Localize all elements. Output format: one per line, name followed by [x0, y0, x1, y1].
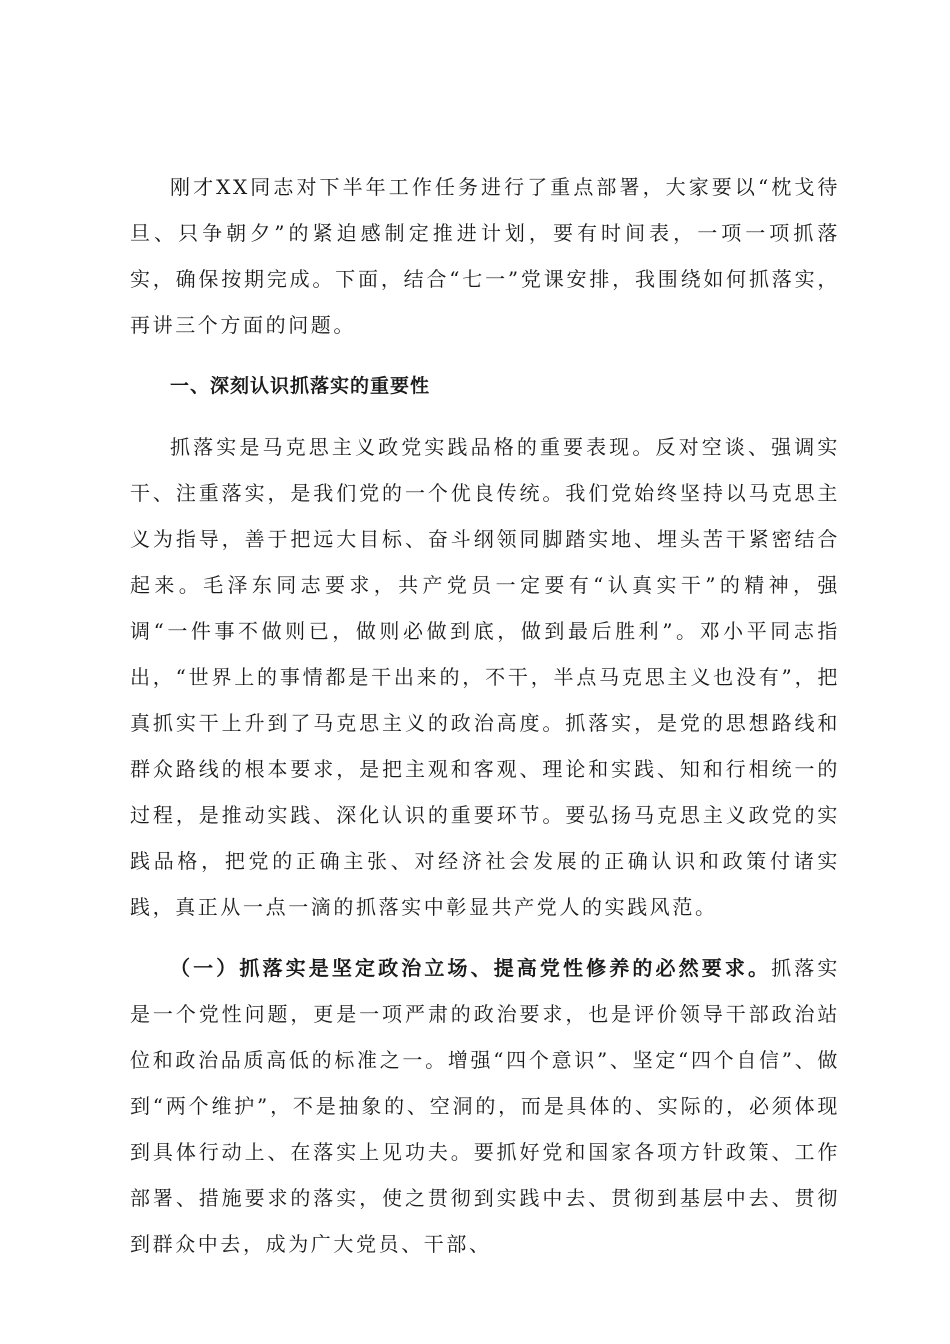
- intro-paragraph: 刚才XX同志对下半年工作任务进行了重点部署，大家要以“枕戈待旦、只争朝夕”的紧迫感制定推进计划，要有时间表，一项一项抓落实，确保按期完成。下面，结合“七一”党课安排，我围绕如何抓落实，再讲三个方面的问题。: [130, 175, 840, 337]
- subsection-1-body: 抓落实是一个党性问题，更是一项严肃的政治要求，也是评价领导干部政治站位和政治品质高低的标准之一。增强“四个意识”、坚定“四个自信”、做到“两个维护”，不是抽象的、空洞的，而是具体的、实际的，必须体现到具体行动上、在落实上见功夫。要抓好党和国家各项方针政策、工作部署、措施要求的落实，使之贯彻到实践中去、贯彻到基层中去、贯彻到群众中去，成为广大党员、干部、: [130, 956, 840, 1256]
- document-body: [130, 164, 840, 1267]
- section-1-paragraph: 抓落实是马克思主义政党实践品格的重要表现。反对空谈、强调实干、注重落实，是我们党的一个优良传统。我们党始终坚持以马克思主义为指导，善于把远大目标、奋斗纲领同脚踏实地、埋头苦干紧密结合起来。毛泽东同志要求，共产党员一定要有“认真实干”的精神，强调“一件事不做则已，做则必做到底，做到最后胜利”。邓小平同志指出，“世界上的事情都是干出来的，不干，半点马克思主义也没有”，把真抓实干上升到了马克思主义的政治高度。抓落实，是党的思想路线和群众路线的根本要求，是把主观和客观、理论和实践、知和行相统一的过程，是推动实践、深化认识的重要环节。要弘扬马克思主义政党的实践品格，把党的正确主张、对经济社会发展的正确认识和政策付诸实践，真正从一点一滴的抓落实中彰显共产党人的实践风范。: [130, 435, 840, 919]
- subsection-1-paragraph: [130, 945, 840, 1267]
- subsection-1-lead: （一）抓落实是坚定政治立场、提高党性修养的必然要求。: [170, 956, 772, 980]
- section-heading-importance: 一、深刻认识抓落实的重要性: [170, 375, 431, 397]
